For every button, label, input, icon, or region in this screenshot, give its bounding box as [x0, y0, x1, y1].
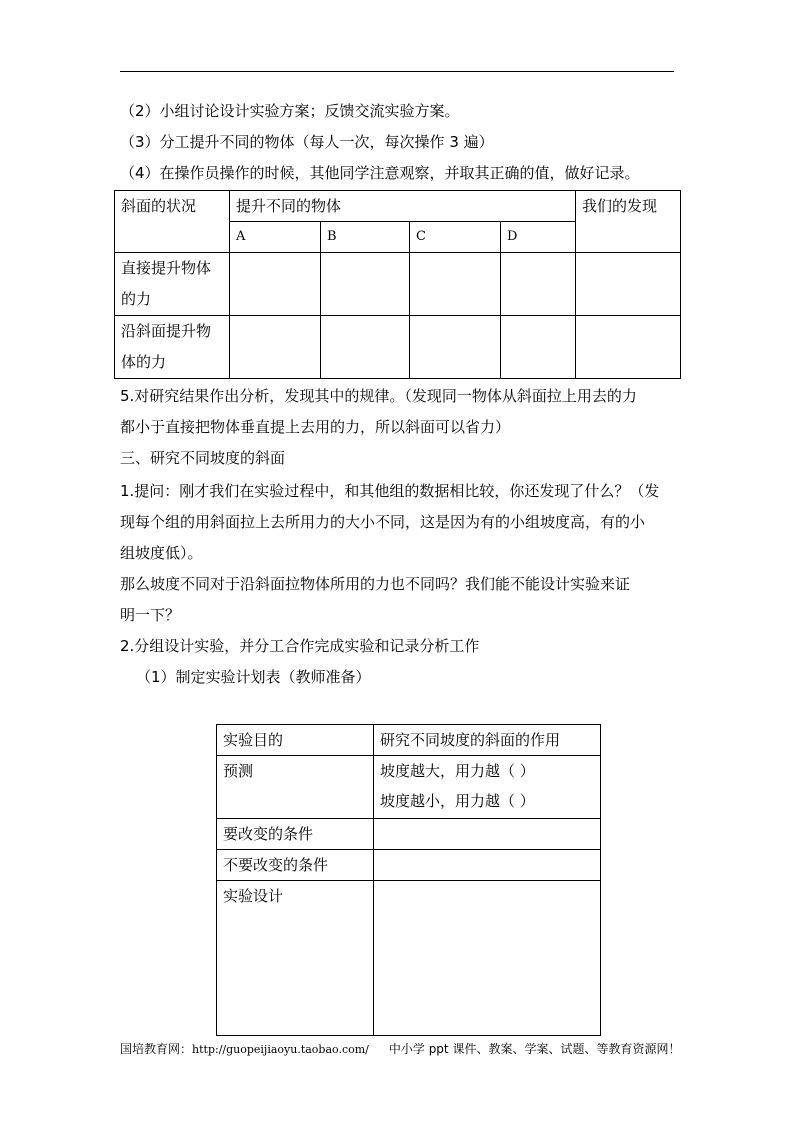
header-findings: 我们的发现 — [576, 191, 681, 253]
cell-direct-d — [501, 253, 576, 316]
row-slope-lift-label-line1: 沿斜面提升物 — [121, 322, 212, 340]
fixed-condition-label: 不要改变的条件 — [217, 850, 374, 881]
prediction-label: 预测 — [217, 756, 374, 819]
experiment-design-label: 实验设计 — [217, 881, 374, 1036]
record-table — [114, 190, 681, 379]
cell-slope-b — [321, 316, 410, 379]
question-line-1: 1.提问：刚才我们在实验过程中，和其他组的数据相比较，你还发现了什么？（发 — [120, 482, 660, 500]
change-condition-label: 要改变的条件 — [217, 819, 374, 850]
col-a: A — [230, 222, 321, 253]
analysis-line-2: 都小于直接把物体垂直提上去用的力，所以斜面可以省力） — [120, 418, 511, 436]
row-slope-lift-label-line2: 体的力 — [121, 353, 167, 371]
footer-site-name: 国培教育网： — [120, 1042, 193, 1056]
step-3-text: （3）分工提升不同的物体（每人一次，每次操作 3 遍） — [120, 133, 494, 151]
experiment-plan-table — [216, 724, 601, 1036]
followup-line-2: 明一下？ — [120, 606, 181, 624]
row-direct-lift-label — [115, 253, 230, 316]
fixed-condition-value — [374, 850, 601, 881]
question-line-2: 现每个组的用斜面拉上去所用力的大小不同，这是因为有的小组坡度高，有的小 — [120, 513, 646, 531]
experiment-design-value — [374, 881, 601, 1036]
analysis-line-1: 5.对研究结果作出分析，发现其中的规律。（发现同一物体从斜面拉上用去的力 — [120, 387, 637, 405]
row-direct-lift-label-line1: 直接提升物体 — [121, 259, 212, 277]
col-d: D — [501, 222, 576, 253]
col-c: C — [410, 222, 501, 253]
plan-table-caption: （1）制定实验计划表（教师准备） — [136, 668, 371, 686]
cell-slope-c — [410, 316, 501, 379]
section-3-heading: 三、研究不同坡度的斜面 — [120, 449, 286, 467]
purpose-label: 实验目的 — [217, 725, 374, 756]
header-rule — [120, 71, 674, 72]
cell-direct-a — [230, 253, 321, 316]
header-slope-status: 斜面的状况 — [115, 191, 230, 253]
step-2-text: （2）小组讨论设计实验方案；反馈交流实验方案。 — [120, 102, 460, 120]
change-condition-value — [374, 819, 601, 850]
cell-slope-d — [501, 316, 576, 379]
cell-direct-b — [321, 253, 410, 316]
row-slope-lift-label — [115, 316, 230, 379]
row-direct-lift-label-line2: 的力 — [121, 290, 152, 308]
step-4-text: （4）在操作员操作的时候，其他同学注意观察，并取其正确的值，做好记录。 — [120, 164, 640, 182]
cell-direct-c — [410, 253, 501, 316]
cell-slope-a — [230, 316, 321, 379]
cell-direct-findings — [576, 253, 681, 316]
page-footer — [120, 1040, 680, 1057]
question-line-3: 组坡度低）。 — [120, 544, 203, 562]
group-experiment-text: 2.分组设计实验，并分工合作完成实验和记录分析工作 — [120, 637, 480, 655]
header-objects: 提升不同的物体 — [230, 191, 576, 222]
prediction-line-2: 坡度越小，用力越（ ） — [380, 792, 535, 810]
footer-url[interactable]: http://guopeijiaoyu.taobao.com/ — [192, 1043, 369, 1056]
followup-line-1: 那么坡度不同对于沿斜面拉物体所用的力也不同吗？我们能不能设计实验来证 — [120, 575, 631, 593]
col-b: B — [321, 222, 410, 253]
purpose-value: 研究不同坡度的斜面的作用 — [374, 725, 601, 756]
prediction-line-1: 坡度越大，用力越（ ） — [380, 762, 535, 780]
prediction-value — [374, 756, 601, 819]
cell-slope-findings — [576, 316, 681, 379]
footer-tagline: 中小学 ppt 课件、教案、学案、试题、等教育资源网！ — [388, 1042, 681, 1056]
